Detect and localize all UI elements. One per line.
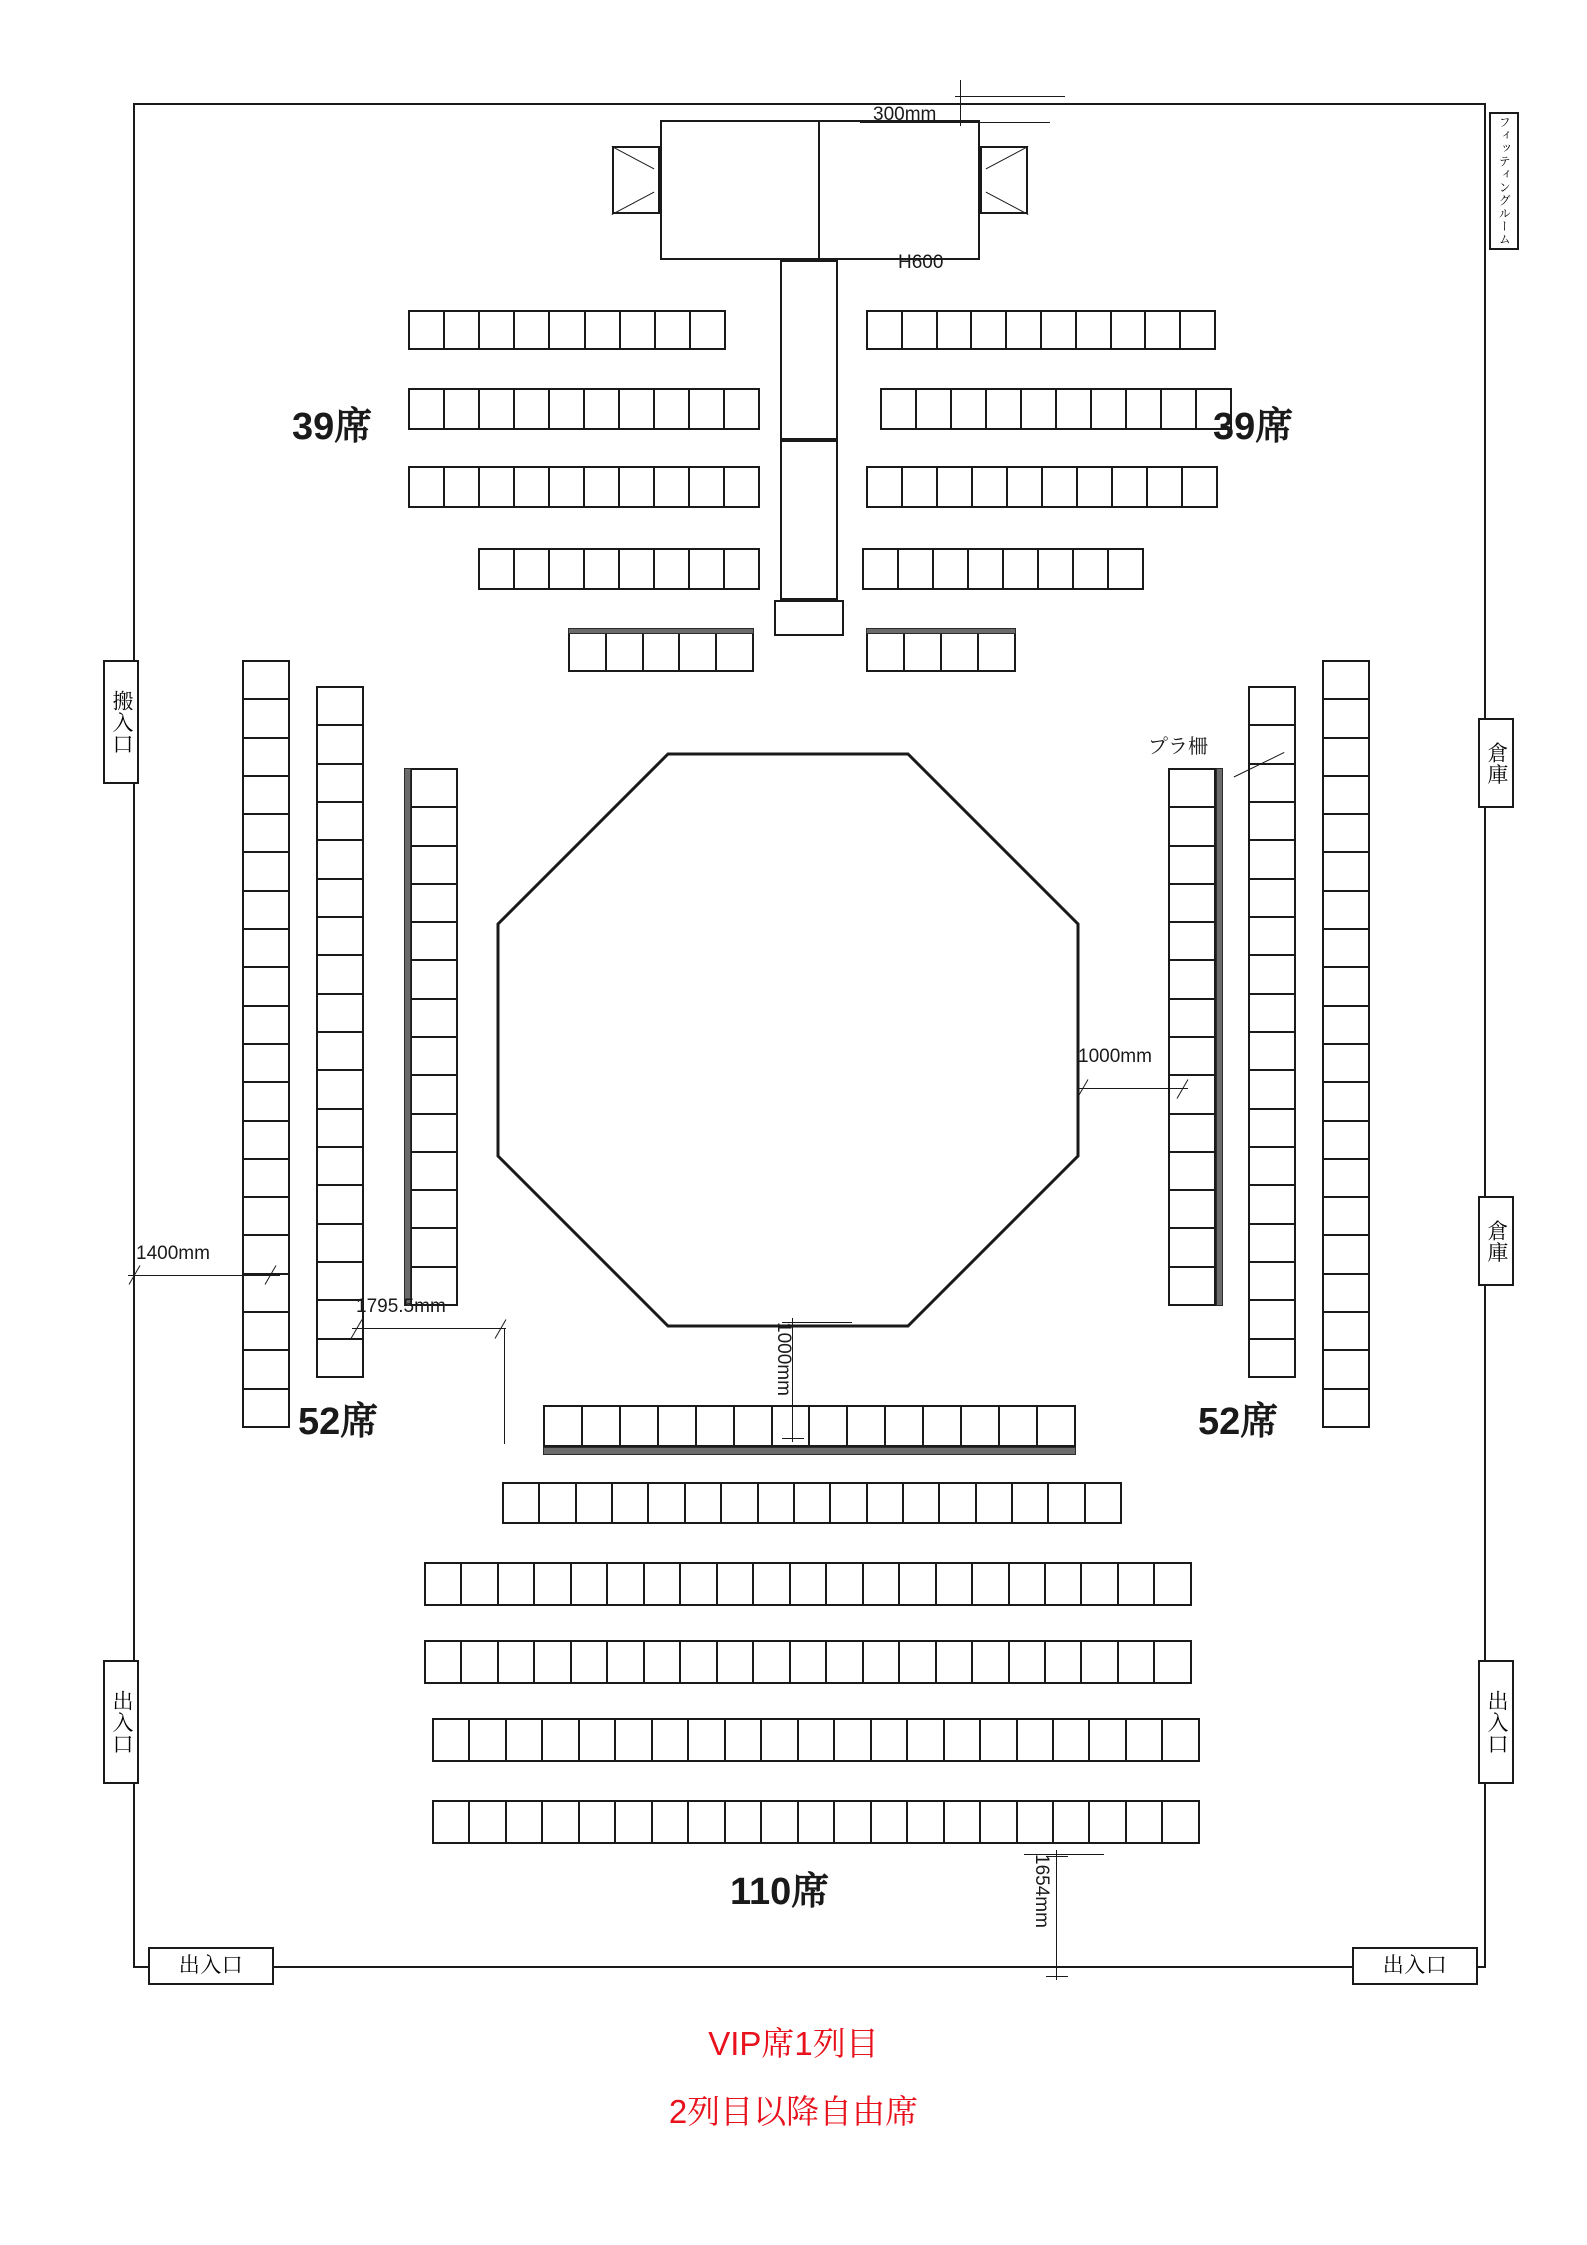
fence-north-left bbox=[568, 628, 754, 634]
seat-row-north-left-4[interactable] bbox=[478, 548, 760, 590]
door-exit-right-middle-label: 出入口 bbox=[1485, 1689, 1509, 1755]
seat-row-south-4[interactable] bbox=[424, 1640, 1192, 1684]
door-exit-left-bottom[interactable] bbox=[148, 1947, 274, 1985]
seat-col-east-1[interactable] bbox=[1168, 768, 1216, 1306]
seat-row-north-right-5[interactable] bbox=[866, 632, 1016, 672]
seat-row-north-left-2[interactable] bbox=[408, 388, 760, 430]
door-exit-right-middle[interactable] bbox=[1478, 1660, 1514, 1784]
count-east: 52席 bbox=[1198, 1401, 1279, 1443]
room-warehouse-upper[interactable] bbox=[1478, 718, 1514, 808]
room-warehouse-lower-label: 倉庫 bbox=[1485, 1219, 1509, 1263]
room-warehouse-upper-label: 倉庫 bbox=[1485, 741, 1509, 785]
seat-row-south-5[interactable] bbox=[432, 1718, 1200, 1762]
stage-wing-left bbox=[612, 146, 660, 214]
stage-runway-lower bbox=[780, 440, 838, 600]
dim-300-tick-left bbox=[960, 80, 961, 126]
dim-300-upper-line bbox=[955, 96, 1065, 97]
footer-note-line-1: VIP席1列目 bbox=[708, 2025, 879, 2062]
stage-runway-upper bbox=[780, 260, 838, 440]
footer-note-line-2: 2列目以降自由席 bbox=[668, 2093, 919, 2130]
dim-west-fence-leader bbox=[504, 1328, 505, 1444]
count-west: 52席 bbox=[298, 1401, 379, 1443]
dim-west-fence-line bbox=[352, 1328, 506, 1329]
door-loading-entrance-label: 搬入口 bbox=[110, 689, 134, 755]
seat-row-south-1[interactable] bbox=[543, 1405, 1076, 1447]
count-north-right: 39席 bbox=[1213, 406, 1294, 448]
seat-row-south-2[interactable] bbox=[502, 1482, 1122, 1524]
fence-east bbox=[1216, 768, 1223, 1306]
fence-north-right bbox=[866, 628, 1016, 634]
dim-south-fence-tick-bottom bbox=[782, 1438, 804, 1439]
door-exit-left-bottom-label: 出入口 bbox=[178, 1953, 244, 1977]
room-warehouse-lower[interactable] bbox=[1478, 1196, 1514, 1286]
seat-row-north-right-4[interactable] bbox=[862, 548, 1144, 590]
seat-col-east-3[interactable] bbox=[1322, 660, 1370, 1428]
seat-row-south-6[interactable] bbox=[432, 1800, 1200, 1844]
stage-runway-step bbox=[774, 600, 844, 636]
seat-col-west-1[interactable] bbox=[242, 660, 290, 1428]
dim-west-aisle-line bbox=[128, 1275, 280, 1276]
dim-south-pitch-line bbox=[1056, 1850, 1057, 1980]
fence-south bbox=[543, 1447, 1076, 1455]
center-ring bbox=[496, 752, 1080, 1328]
fence-west bbox=[404, 768, 411, 1306]
dim-west-aisle: 1400mm bbox=[136, 1243, 210, 1264]
dim-east-fence-line bbox=[1078, 1088, 1188, 1089]
door-exit-left-middle[interactable] bbox=[103, 1660, 139, 1784]
count-north-left: 39席 bbox=[292, 406, 373, 448]
seat-row-north-left-3[interactable] bbox=[408, 466, 760, 508]
room-fitting-room[interactable] bbox=[1489, 112, 1519, 250]
count-south: 110席 bbox=[730, 1871, 830, 1913]
seat-row-north-right-2[interactable] bbox=[880, 388, 1232, 430]
dim-south-fence-gap: 1000mm bbox=[773, 1322, 794, 1396]
seat-row-north-right-3[interactable] bbox=[866, 466, 1218, 508]
dim-stage-width: 300mm bbox=[873, 104, 937, 125]
seat-col-west-2[interactable] bbox=[316, 686, 364, 1378]
label-plastic-fence: プラ柵 bbox=[1148, 736, 1208, 758]
dim-west-fence-gap: 1795.5mm bbox=[356, 1296, 446, 1317]
seat-row-north-right-1[interactable] bbox=[866, 310, 1216, 350]
door-exit-right-bottom[interactable] bbox=[1352, 1947, 1478, 1985]
dim-south-fence-leader-top bbox=[792, 1322, 852, 1323]
seat-row-north-left-5[interactable] bbox=[568, 632, 754, 672]
stage-wing-right bbox=[980, 146, 1028, 214]
seat-col-east-2[interactable] bbox=[1248, 686, 1296, 1378]
dim-south-row-pitch: 1654mm bbox=[1031, 1854, 1052, 1928]
dim-east-fence-gap: 1000mm bbox=[1078, 1046, 1152, 1067]
dim-south-pitch-tick-bottom bbox=[1046, 1976, 1068, 1977]
dim-stage-height: H600 bbox=[898, 252, 944, 273]
door-exit-left-middle-label: 出入口 bbox=[110, 1689, 134, 1755]
room-fitting-room-label: フィッティングルーム bbox=[1497, 116, 1512, 246]
seat-col-west-3[interactable] bbox=[410, 768, 458, 1306]
seat-row-north-left-1[interactable] bbox=[408, 310, 726, 350]
door-exit-right-bottom-label: 出入口 bbox=[1382, 1953, 1448, 1977]
door-loading-entrance[interactable] bbox=[103, 660, 139, 784]
seat-row-south-3[interactable] bbox=[424, 1562, 1192, 1606]
stage-platform-left-half bbox=[660, 120, 820, 260]
